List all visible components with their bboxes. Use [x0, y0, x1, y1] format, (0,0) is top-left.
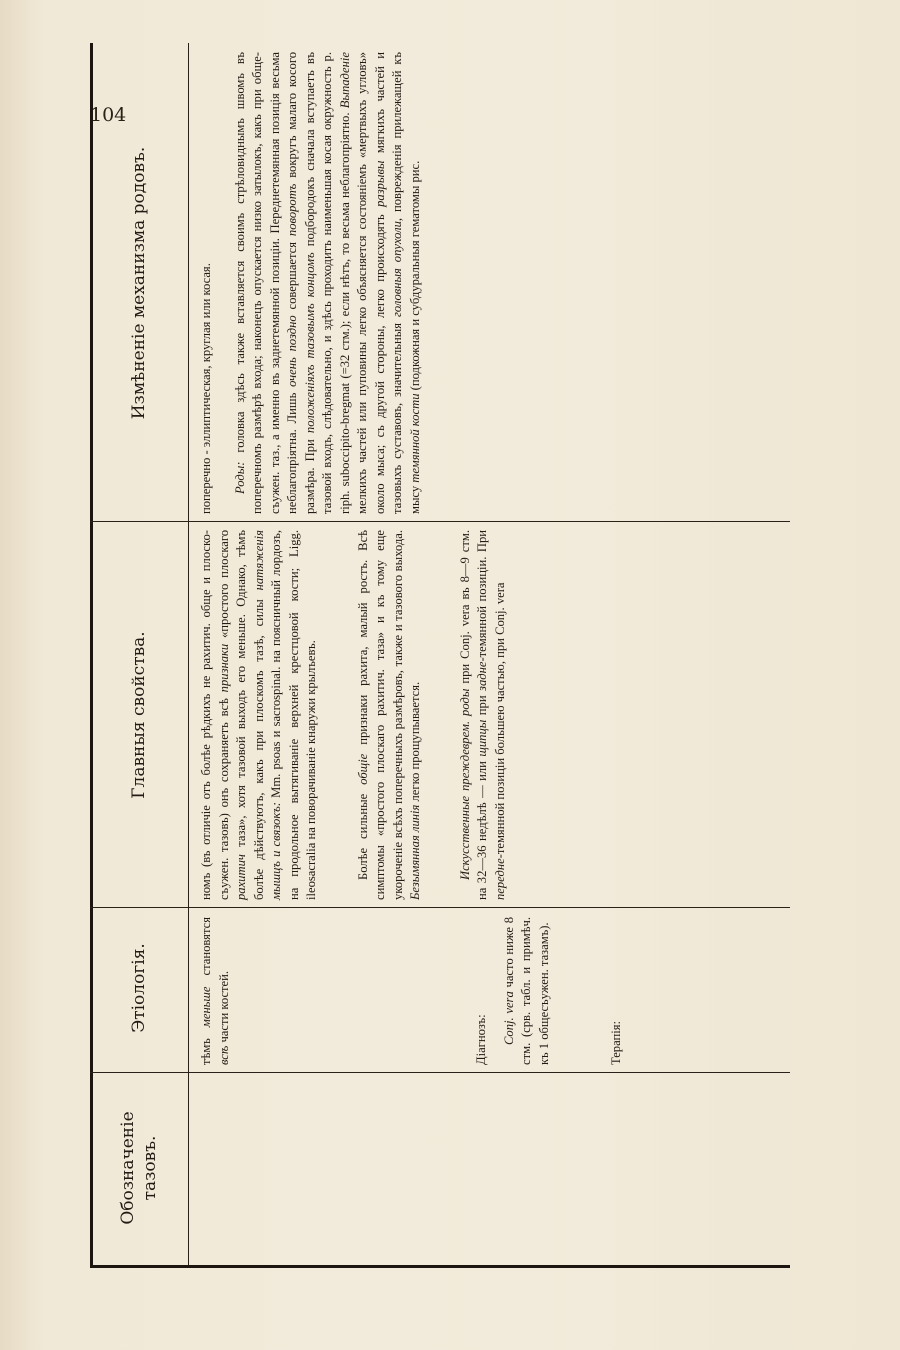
mechanism-paragraph-2: Роды: головка здѣсь также вставляется своимъ стрѣловиднымъ швомъ въ поперечномъ размѣрѣ входа; наконецъ опускается низко затылокъ, какъ при обще-съужен. таз., а именно въ заднетемянной позиціи. Переднетемянная позиція весьма неблагопріятна. Лишь очень поздно совершается поворотъ вокругъ малаго косого размѣра. При положеніяхъ тазовымъ концомъ подбородокъ сначала вступаетъ въ тазовой входъ, слѣдовательно, и здѣсь проходитъ наименьшая косая окружность р. riph. suboccipito-bregmat (=32 стм.); если нѣтъ, то весьма неблагопріятно. Выпаденіе мелкихъ частей или пуповины легко объясняется состояніемъ «мертвыхъ угловъ» около мыса; съ другой стороны, легко происходятъ разрывы мягкихъ частей и тазовыхъ суставовъ, значительныя головныя опухоли, поврежденія прилежащей къ мысу темянной кости (подкожная и субдуральныя гематомы рис.: [232, 51, 422, 514]
etiology-cell: [198, 917, 626, 1065]
header-main-properties: Главныя свойства.: [129, 631, 149, 799]
column-divider-1: [90, 1072, 790, 1073]
main-paragraph-2: Болѣе сильные общіе признаки рахита, малый ростъ. Всѣ симптомы «простого плоскаго рахитич. таза» и къ тому еще укороченіе всѣхъ поперечныхъ размѣровъ, также и тазового выхода. Безымянная линія легко прощупывается.: [355, 530, 422, 900]
header-etiology: Этіологія.: [129, 943, 149, 1033]
main-properties-cell: [198, 530, 509, 900]
header-mechanism: Измѣненіе механизма родовъ.: [129, 146, 149, 420]
main-paragraph-1: номъ (въ отличіе отъ болѣе рѣдкихъ не рахитич. обще и плоско-съужен. тазовъ) онъ сохраняетъ всѣ признаки «простого плоскаго рахитич таза», хотя тазовой выходъ его меньше. Однако, тѣмъ болѣе дѣйствуютъ, какъ при плоскомъ тазѣ, силы натяженія мышцъ и связокъ: Mm. psoas и sacrospinal. на поясничный лордозъ, на продольное вытягиваніе верхней крестцовой кости; Ligg. ileosacralia на поворачиваніе кнаружи крылъевъ.: [199, 529, 318, 900]
diagnosis-label: Діагнозъ:: [474, 1014, 488, 1065]
column-divider-2: [90, 907, 790, 908]
therapy-label: Терапія:: [609, 1020, 623, 1065]
header-separator: [188, 43, 189, 1268]
header-designation: Обозначеніе тазовъ.: [118, 1111, 160, 1225]
table-bottom-rule: [90, 1265, 790, 1268]
diagnosis-text: Conj. vera часто ниже 8 стм. (срв. табл. и примѣч. къ 1 общесъужен. тазамъ).: [501, 917, 551, 1065]
mechanism-cell: [198, 52, 424, 514]
main-paragraph-3: Искусственные преждеврем. роды при Conj. vera въ 8—9 стм. на 32—36 недѣлѣ — или щипцы при задне-темянной позиціи. При передне-темянной позиціи большею частью, при Conj. vera: [457, 530, 507, 900]
page-number: 104: [90, 104, 127, 126]
mechanism-paragraph-1: поперечно - эллиптическая, круглая или косая.: [199, 263, 213, 514]
rotated-table: [90, 43, 790, 1268]
etiology-paragraph: тѣмъ меньше становятся всѣ части костей.: [199, 917, 231, 1065]
column-divider-3: [90, 521, 790, 522]
table-left-rule: [90, 43, 93, 1268]
